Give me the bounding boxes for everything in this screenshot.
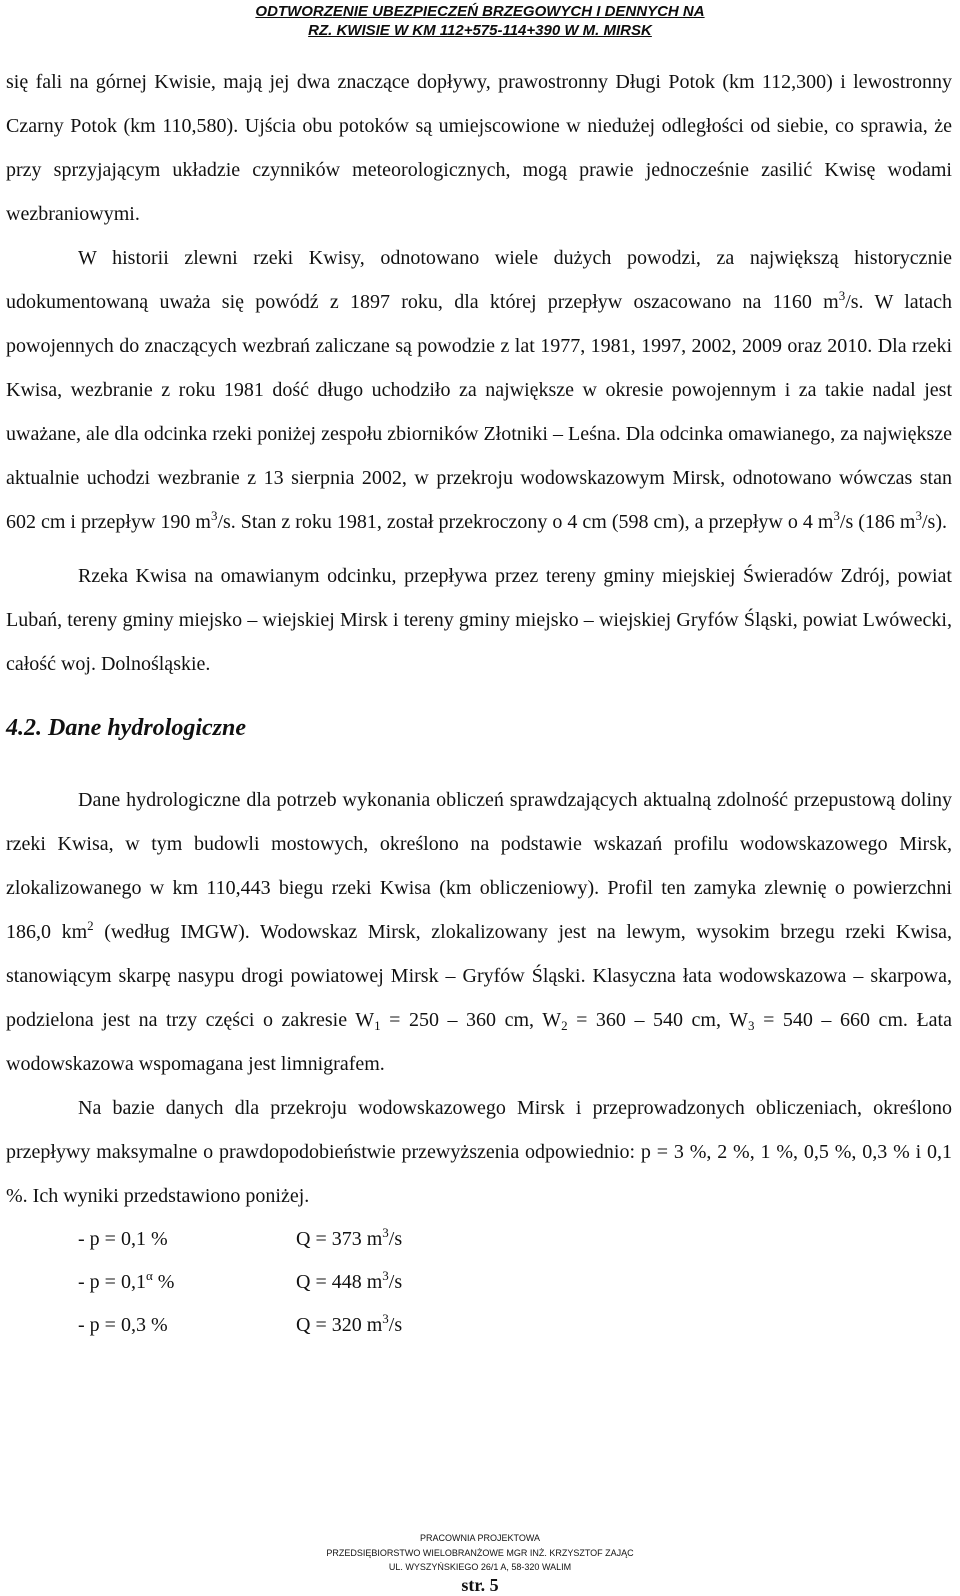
paragraph-administrative-area: Rzeka Kwisa na omawianym odcinku, przepływa przez tereny gminy miejskiej Świeradów Zdrój, powiat Lubań, tereny gminy miejsko – wiejskiej Mirsk i tereny gminy miejsko – wiejskiej Gryfów Śląski, powiat Lwówecki, całość woj. Dolnośląskie. — [6, 565, 952, 675]
footer-company-line-1: PRACOWNIA PROJEKTOWA — [419, 1533, 540, 1543]
paragraph-flood-history: W historii zlewni rzeki Kwisy, odnotowano wiele dużych powodzi, za największą historycznie udokumentowaną uważa się powódź z 1897 roku, dla której przepływ oszacowano na 1160 $m^3/s$. W latach powojennych do znaczących wezbrań zaliczane są powodzie z lat 1977, 1981, 1997, 2002, 2009 oraz 2010. Dla rzeki Kwisa, wezbranie z roku 1981 dość długo uchodziło za największe w okresie powojennym i za takie nadal jest uważane, ale dla odcinka rzeki poniżej zespołu zbiorników Złotniki – Leśna. Dla odcinka omawianego, za największe aktualnie uchodzi wezbranie z 13 sierpnia 2002, w przekroju wodowskazowym Mirsk, odnotowano wówczas stan 602 cm i przepływ 190 $m^3/s$. Stan z roku 1981, został przekroczony o 4 cm (598 cm), a przepływ o 4 $m^3/s$ (186 $m^3/s$). — [6, 247, 952, 533]
result-row — [6, 1261, 952, 1304]
footer-company-line-2: PRZEDSIĘBIORSTWO WIELOBRANŻOWE MGR INŻ. KRZYSZTOF ZAJĄC — [326, 1548, 634, 1558]
probability-value: - $p = 0,1^\alpha$ % — [78, 1268, 175, 1293]
probability-value: - p = 0,1 % — [78, 1228, 168, 1250]
header-title-line-1: ODTWORZENIE UBEZPIECZEŃ BRZEGOWYCH I DENNYCH NA — [255, 3, 705, 20]
discharge-value: Q = 373 $m^3/s$ — [296, 1225, 403, 1250]
paragraph-hydrological-data: Dane hydrologiczne dla potrzeb wykonania obliczeń sprawdzających aktualną zdolność przepustową doliny rzeki Kwisa, w tym budowli mostowych, określono na podstawie wskazań profilu wodowskazowego Mirsk, zlokalizowanego w km 110,443 biegu rzeki Kwisa (km obliczeniowy). Profil ten zamyka zlewnię o powierzchni 186,0 $km^2$ (według IMGW). Wodowskaz Mirsk, zlokalizowany jest na lewym, wysokim brzegu rzeki Kwisa, stanowiącym skarpę nasypu drogi powiatowej Mirsk – Gryfów Śląski. Klasyczna łata wodowskazowa – skarpowa, podzielona jest na trzy części o zakresie $W_1 = 250 - 360$ cm, $W_2 = 360 - 540$ cm, $W_3 = 540 - 660$ cm. Łata wodowskazowa wspomagana jest limnigrafem. — [6, 789, 952, 1075]
paragraph-max-flows: Na bazie danych dla przekroju wodowskazowego Mirsk i przeprowadzonych obliczeniach, określono przepływy maksymalne o prawdopodobieństwie przewyższenia odpowiednio: p = 3 %, 2 %, 1 %, 0,5 %, 0,3 % i 0,1 %. Ich wyniki przedstawiono poniżej. — [6, 1097, 952, 1207]
document-body — [6, 60, 952, 1347]
probability-value: - p = 0,3 % — [78, 1314, 168, 1336]
header-title-line-2: RZ. KWISIE W KM 112+575-114+390 W M. MIRSK — [308, 22, 652, 39]
page-number: str. 5 — [461, 1575, 499, 1595]
footer-address: UL. WYSZYŃSKIEGO 26/1 A, 58-320 WALIM — [388, 1562, 572, 1572]
result-row — [6, 1218, 952, 1261]
discharge-value: Q = 448 $m^3/s$ — [296, 1268, 403, 1293]
discharge-value: Q = 320 $m^3/s$ — [296, 1311, 403, 1336]
section-title: 4.2. Dane hydrologiczne — [6, 715, 246, 741]
result-row — [6, 1304, 952, 1347]
results-list — [6, 1218, 952, 1347]
paragraph-tributaries: się fali na górnej Kwisie, mają jej dwa znaczące dopływy, prawostronny Długi Potok (km 112,300) i lewostronny Czarny Potok (km 110,580). Ujścia obu potoków są umiejscowione w niedużej odległości od siebie, co sprawia, że przy sprzyjającym układzie czynników meteorologicznych, mogą prawie jednocześnie zasilić Kwisę wodami wezbraniowymi. — [6, 71, 952, 225]
